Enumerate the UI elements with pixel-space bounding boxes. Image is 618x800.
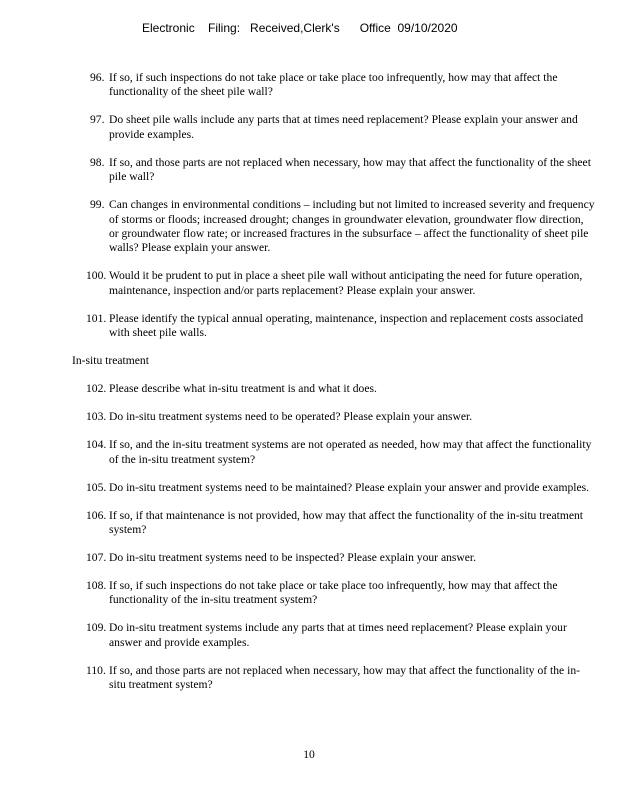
question-number: 96. [90, 71, 105, 84]
question-107 [74, 551, 596, 565]
question-number: 105. [86, 480, 107, 494]
question-text: If so, if such inspections do not take place or take place too infrequently, how may that affect the functionality of the in-situ treatment system? [109, 579, 558, 607]
section-heading-in-situ-treatment: In-situ treatment [72, 354, 149, 368]
question-number: 107. [86, 551, 107, 565]
question-105 [74, 481, 596, 495]
question-100 [74, 269, 596, 298]
question-number: 101. [86, 311, 107, 325]
question-text: Do sheet pile walls include any parts that at times need replacement? Please explain your answer and provide examples. [109, 113, 578, 141]
question-number: 98. [90, 155, 105, 169]
question-99 [74, 198, 596, 256]
question-96 [74, 71, 596, 100]
question-109 [74, 621, 596, 650]
question-text: Do in-situ treatment systems need to be maintained? Please explain your answer and provide examples. [109, 480, 590, 494]
question-98 [74, 156, 596, 185]
question-103 [74, 410, 596, 424]
question-text: If so, if that maintenance is not provided, how may that affect the functionality of the in-situ treatment system? [109, 508, 584, 537]
question-number: 102. [86, 382, 107, 396]
question-102 [74, 382, 596, 396]
question-number: 104. [86, 438, 107, 452]
question-101 [74, 312, 596, 341]
question-number: 97. [90, 113, 105, 127]
question-number: 99. [90, 198, 105, 212]
question-text: Do in-situ treatment systems need to be operated? Please explain your answer. [109, 410, 473, 424]
filing-stamp-header: Electronic Filing: Received,Clerk's Office 09/10/2020 [142, 21, 458, 35]
question-104 [74, 438, 596, 467]
document-body [74, 71, 596, 706]
question-text: Do in-situ treatment systems need to be inspected? Please explain your answer. [109, 551, 477, 565]
question-108 [74, 579, 596, 608]
question-text: Would it be prudent to put in place a sheet pile wall without anticipating the need for future operation, maintenance, inspection and/or parts replacement? Please explain your answer. [109, 269, 583, 297]
question-number: 100. [86, 269, 107, 283]
question-text: If so, and those parts are not replaced when necessary, how may that affect the functionality of the sheet pile wall? [109, 155, 591, 184]
question-text: Can changes in environmental conditions – including but not limited to increased severity and frequency of storms or floods; increased drought; changes in groundwater elevation, groundwater flow direction, or groundwater flow rate; or increased fractures in the subsurface – affect the functionality of sheet pile walls? Please explain your answer. [109, 198, 595, 255]
question-number: 110. [86, 663, 106, 677]
question-106 [74, 509, 596, 538]
question-text: If so, if such inspections do not take place or take place too infrequently, how may that affect the functionality of the sheet pile wall? [109, 71, 558, 99]
question-text: Do in-situ treatment systems include any parts that at times need replacement? Please explain your answer and provide examples. [109, 621, 567, 649]
question-text: Please identify the typical annual operating, maintenance, inspection and replacement costs associated with sheet pile walls. [109, 311, 584, 340]
question-97 [74, 113, 596, 142]
question-text: Please describe what in-situ treatment is and what it does. [109, 382, 377, 396]
question-text: If so, and the in-situ treatment systems are not operated as needed, how may that affect the functionality of the in-situ treatment system? [109, 438, 592, 466]
question-number: 108. [86, 579, 107, 593]
question-110 [74, 664, 596, 693]
question-text: If so, and those parts are not replaced when necessary, how may that affect the functionality of the in-situ treatment system? [109, 663, 580, 692]
page-number: 10 [303, 748, 315, 761]
question-number: 109. [86, 621, 107, 635]
question-number: 103. [86, 410, 107, 424]
question-number: 106. [86, 508, 107, 522]
